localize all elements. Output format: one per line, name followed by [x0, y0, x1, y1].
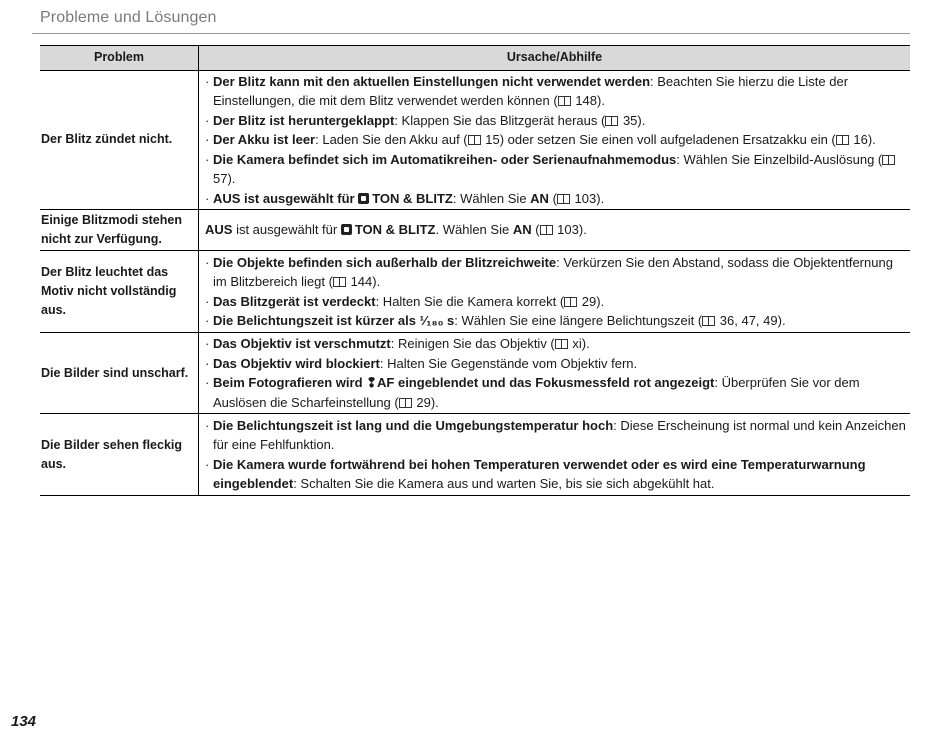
- book-icon: [333, 277, 346, 287]
- setup-menu-icon: [341, 224, 352, 235]
- section-title: Probleme und Lösungen: [40, 9, 217, 26]
- book-icon: [564, 297, 577, 307]
- list-item: · Der Blitz ist heruntergeklappt: Klappen Sie das Blitzgerät heraus ( 35).: [205, 112, 646, 128]
- table-row: [40, 210, 910, 251]
- solution-cell: [199, 251, 911, 333]
- book-icon: [399, 398, 412, 408]
- book-icon: [836, 135, 849, 145]
- header-problem: Problem: [40, 46, 199, 71]
- table-row: [40, 70, 910, 210]
- header-solution: Ursache/Abhilfe: [199, 46, 911, 71]
- problem-cell: Einige Blitzmodi stehen nicht zur Verfügung.: [40, 210, 199, 251]
- list-item: · Die Kamera wurde fortwährend bei hohen Temperaturen verwendet oder es wird eine Temperaturwarnung eingeblendet: Schalten Sie die Kamera aus und warten Sie, bis sie sich abgekühlt hat.: [205, 456, 866, 491]
- list-item: · Die Belichtungszeit ist lang und die Umgebungstemperatur hoch: Diese Erscheinung ist normal und kein Anzeichen für eine Fehlfunktion.: [205, 417, 906, 452]
- problem-cell: Der Blitz leuchtet das Motiv nicht vollständig aus.: [40, 251, 199, 333]
- solution-cell: [199, 333, 911, 414]
- title-divider: [32, 33, 910, 34]
- list-item: · Das Objektiv wird blockiert: Halten Sie Gegenstände vom Objektiv fern.: [205, 355, 638, 371]
- book-icon: [557, 194, 570, 204]
- page-number: 134: [11, 713, 37, 730]
- book-icon: [605, 116, 618, 126]
- list-item: · Die Kamera befindet sich im Automatikreihen- oder Serienaufnahmemodus: Wählen Sie Einzelbild-Auslösung ( 57).: [205, 150, 906, 189]
- table-row: [40, 414, 910, 496]
- table-row: [40, 251, 910, 333]
- problem-cell: Die Bilder sehen fleckig aus.: [40, 414, 199, 496]
- problem-cell: Der Blitz zündet nicht.: [40, 70, 199, 210]
- list-item: · Die Objekte befinden sich außerhalb der Blitzreichweite: Verkürzen Sie den Abstand, sodass die Objektentfernung im Blitzbereich liegt ( 144).: [205, 254, 893, 289]
- book-icon: [882, 155, 895, 165]
- book-icon: [702, 316, 715, 326]
- setup-menu-icon: [358, 193, 369, 204]
- list-item: · Der Akku ist leer: Laden Sie den Akku auf ( 15) oder setzen Sie einen voll aufgeladenen Ersatzakku ein ( 16).: [205, 132, 876, 147]
- problem-cell: Die Bilder sind unscharf.: [40, 333, 199, 414]
- solution-cell: AUS ist ausgewählt für TON & BLITZ. Wählen Sie AN ( 103).: [199, 210, 911, 251]
- book-icon: [540, 225, 553, 235]
- list-item: · Die Belichtungszeit ist kürzer als ¹⁄₁₈₀ s: Wählen Sie eine längere Belichtungszeit ( 36, 47, 49).: [205, 313, 786, 328]
- table-header-row: [40, 46, 910, 71]
- book-icon: [468, 135, 481, 145]
- list-item: · Das Blitzgerät ist verdeckt: Halten Sie die Kamera korrekt ( 29).: [205, 293, 605, 309]
- table-row: [40, 333, 910, 414]
- list-item: · AUS ist ausgewählt für TON & BLITZ: Wählen Sie AN ( 103).: [205, 190, 605, 206]
- list-item: · Der Blitz kann mit den aktuellen Einstellungen nicht verwendet werden: Beachten Sie hierzu die Liste der Einstellungen, die mit dem Blitz verwendet werden können ( 148).: [205, 73, 849, 108]
- book-icon: [558, 96, 571, 106]
- troubleshooting-table: [40, 45, 910, 496]
- solution-cell: [199, 414, 911, 496]
- solution-cell: [199, 70, 911, 210]
- list-item: · Beim Fotografieren wird ❢AF eingeblendet und das Fokusmessfeld rot angezeigt: Überprüfen Sie vor dem Auslösen die Scharfeinstellung ( 29).: [205, 375, 860, 410]
- book-icon: [555, 339, 568, 349]
- list-item: · Das Objektiv ist verschmutzt: Reinigen Sie das Objektiv ( xi).: [205, 336, 590, 351]
